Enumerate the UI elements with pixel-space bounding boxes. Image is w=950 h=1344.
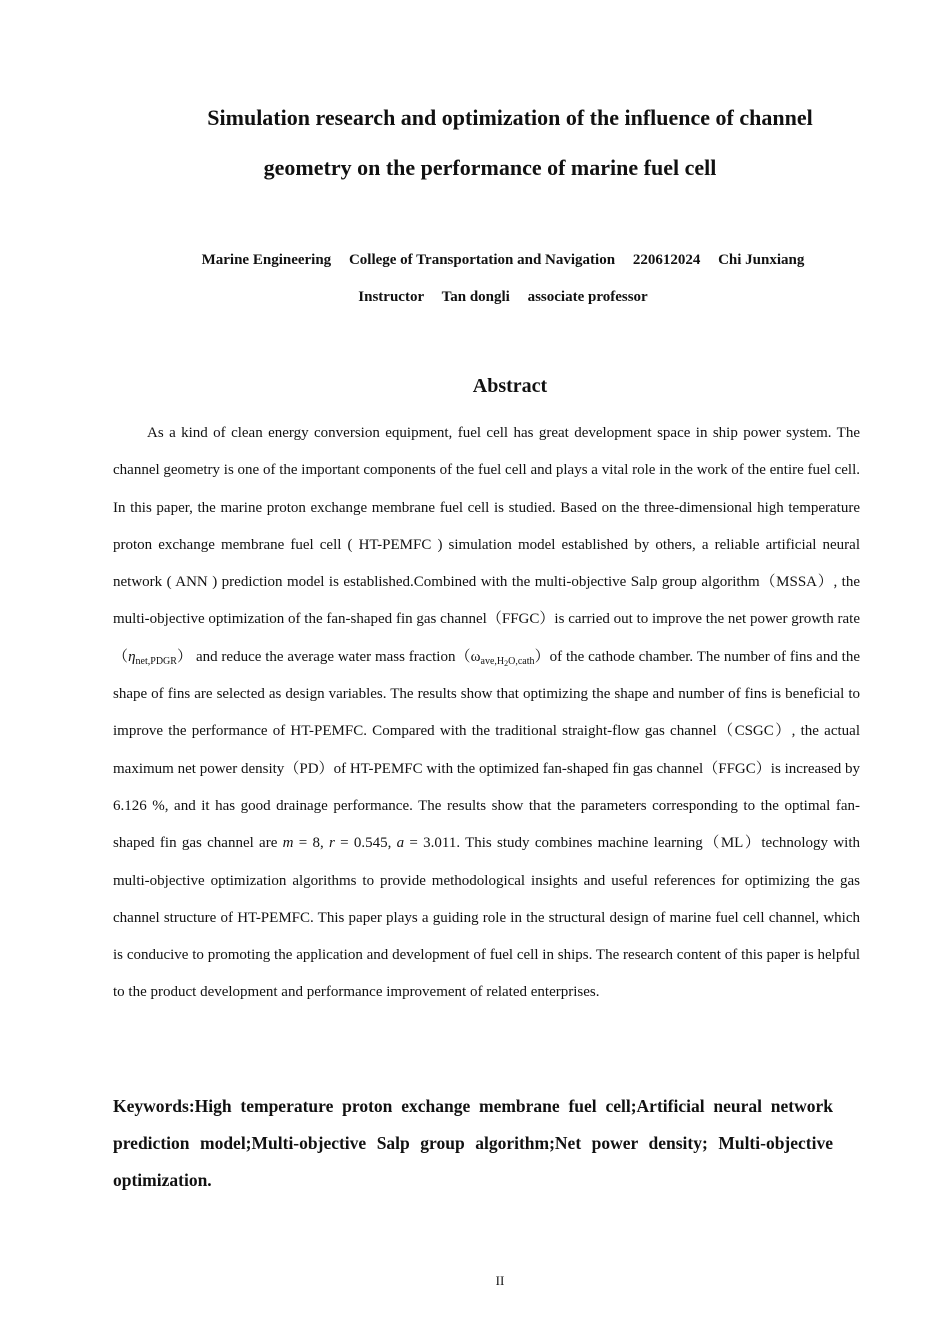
instructor-info bbox=[103, 279, 903, 316]
author-college: College of Transportation and Navigation bbox=[348, 252, 616, 268]
eta-symbol: η bbox=[128, 648, 136, 665]
eta-subscript: net,PDGR bbox=[135, 655, 177, 667]
author-student-id: 220612024 bbox=[632, 252, 701, 268]
r-value: = 0.545, bbox=[334, 835, 397, 852]
omega-subscript-a: ave,H bbox=[480, 655, 505, 667]
page-number: II bbox=[495, 1273, 505, 1288]
omega-subscript-2: 2 bbox=[504, 658, 509, 668]
omega-subscript-b: O,cath bbox=[508, 655, 535, 667]
author-name: Chi Junxiang bbox=[718, 252, 805, 268]
omega-subscript bbox=[481, 656, 535, 667]
instructor-label: Instructor bbox=[358, 289, 425, 305]
abstract-part3: ）of the cathode chamber. The number of fins and the shape of fins are selected as design variables. The results show that optimizing the shape and number of fins is beneficial to improve the performance of HT-PEMFC. Compared with the traditional straight-flow gas channel（CSGC）, the actual maximum net power density（PD）of HT-PEMFC with the optimized fan-shaped fin gas channel（FFGC）is increased by 6.126 %, and it has good drainage performance. The results show that the parameters corresponding to the optimal fan-shaped fin gas channel are bbox=[113, 648, 860, 852]
m-variable: m bbox=[282, 835, 294, 852]
author-info bbox=[113, 242, 893, 279]
thesis-title bbox=[100, 93, 920, 193]
a-variable: a bbox=[396, 835, 405, 852]
a-value: = 3.011 bbox=[404, 835, 457, 852]
thesis-title-line1: Simulation research and optimization of the influence of channel bbox=[207, 105, 813, 130]
abstract-heading: Abstract bbox=[472, 375, 548, 397]
abstract-body bbox=[113, 415, 860, 1012]
instructor-name: Tan dongli bbox=[441, 289, 510, 305]
r-variable: r bbox=[329, 835, 335, 852]
author-major: Marine Engineering bbox=[201, 252, 332, 268]
abstract-part4: . This study combines machine learning（ML）technology with multi-objective optimization algorithms to provide methodological insights and useful references for optimizing the gas channel structure of HT-PEMFC. This paper plays a guiding role in the structural design of marine fuel cell channel, which is conducive to promoting the application and development of fuel cell in ships. The research content of this paper is helpful to the product development and performance improvement of related enterprises. bbox=[113, 835, 860, 1001]
omega-symbol: ω bbox=[470, 648, 481, 665]
abstract-part2: ） and reduce the average water mass fraction（ bbox=[176, 648, 471, 665]
instructor-title: associate professor bbox=[527, 289, 648, 305]
abstract-part1: As a kind of clean energy conversion equipment, fuel cell has great development space in ship power system. The channel geometry is one of the important components of the fuel cell and plays a vital role in the work of the entire fuel cell. In this paper, the marine proton exchange membrane fuel cell is studied. Based on the three-dimensional high temperature proton exchange membrane fuel cell ( HT-PEMFC ) simulation model established by others, a reliable artificial neural network ( ANN ) prediction model is established.Combined with the multi-objective Salp group algorithm（MSSA）, the multi-objective optimization of the fan-shaped fin gas channel（FFGC）is carried out to improve the net power growth rate（ bbox=[113, 425, 860, 665]
thesis-title-line2: geometry on the performance of marine fuel cell bbox=[263, 155, 717, 180]
m-value: = 8, bbox=[293, 835, 330, 852]
keywords: Keywords:High temperature proton exchange membrane fuel cell;Artificial neural network prediction model;Multi-objective Salp group algorithm;Net power density; Multi-objective optimization. bbox=[113, 1096, 833, 1190]
